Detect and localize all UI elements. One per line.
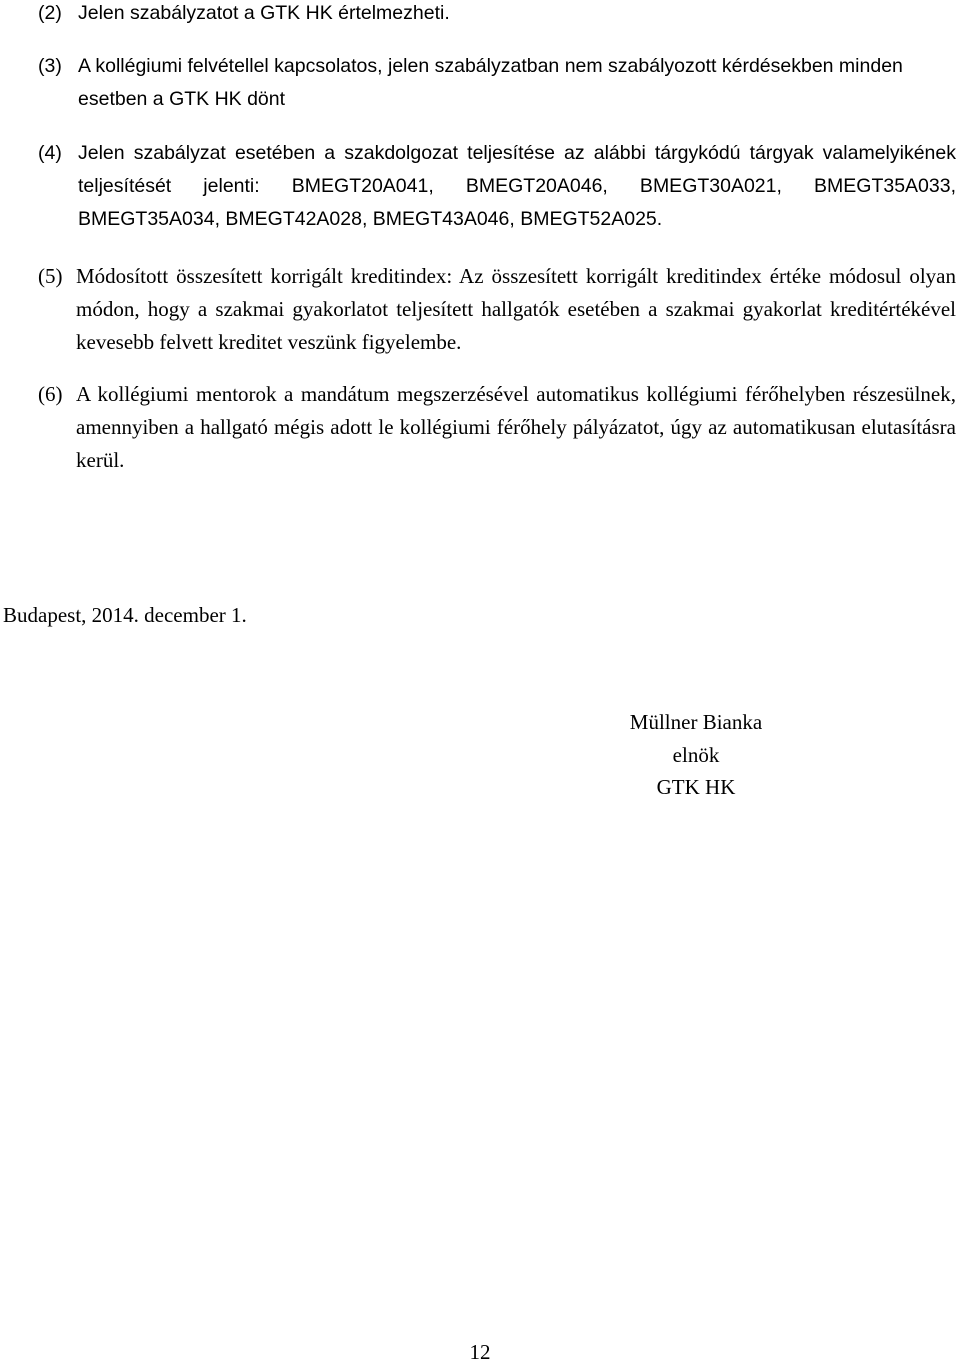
paragraph-2: [38, 0, 956, 30]
paragraph-number: (4): [38, 142, 62, 164]
paragraph-number: (6): [38, 382, 63, 406]
paragraph-text: Jelen szabályzatot a GTK HK értelmezheti.: [78, 2, 450, 24]
paragraph-3: [38, 50, 956, 116]
paragraph-number: (5): [38, 264, 63, 288]
paragraph-4: [38, 137, 956, 236]
paragraph-text: Jelen szabályzat esetében a szakdolgozat teljesítése az alábbi tárgykódú tárgyak valamelyikének teljesítését jelenti: BMEGT20A041, BMEGT20A046, BMEGT30A021, BMEGT35A033, BMEGT35A034, BMEGT42A028, BMEGT43A046, BMEGT52A025.: [78, 142, 956, 230]
paragraph-number: (3): [38, 55, 62, 77]
paragraph-6: [38, 378, 956, 477]
paragraph-text: A kollégiumi mentorok a mandátum megszerzésével automatikus kollégiumi férőhelyben részesülnek, amennyiben a hallgató mégis adott le kollégiumi férőhely pályázatot, úgy az automatikusan elutasításra kerül.: [76, 382, 956, 472]
page-number: 12: [469, 1340, 491, 1364]
signatory-organization: GTK HK: [656, 775, 736, 799]
signature-block: [596, 706, 796, 804]
paragraph-5: [38, 260, 956, 359]
place-and-date: Budapest, 2014. december 1.: [3, 603, 247, 627]
signatory-name: Müllner Bianka: [629, 710, 763, 734]
paragraph-text: Módosított összesített korrigált kreditindex: Az összesített korrigált kreditindex értéke módosul olyan módon, hogy a szakmai gyakorlatot teljesített hallgatók esetében a szakmai gyakorlat kreditértékével kevesebb felvett kreditet veszünk figyelembe.: [76, 264, 956, 354]
paragraph-number: (2): [38, 2, 62, 24]
paragraph-text: A kollégiumi felvétellel kapcsolatos, jelen szabályzatban nem szabályozott kérdésekben minden esetben a GTK HK dönt: [78, 55, 903, 110]
signatory-title: elnök: [672, 742, 720, 767]
